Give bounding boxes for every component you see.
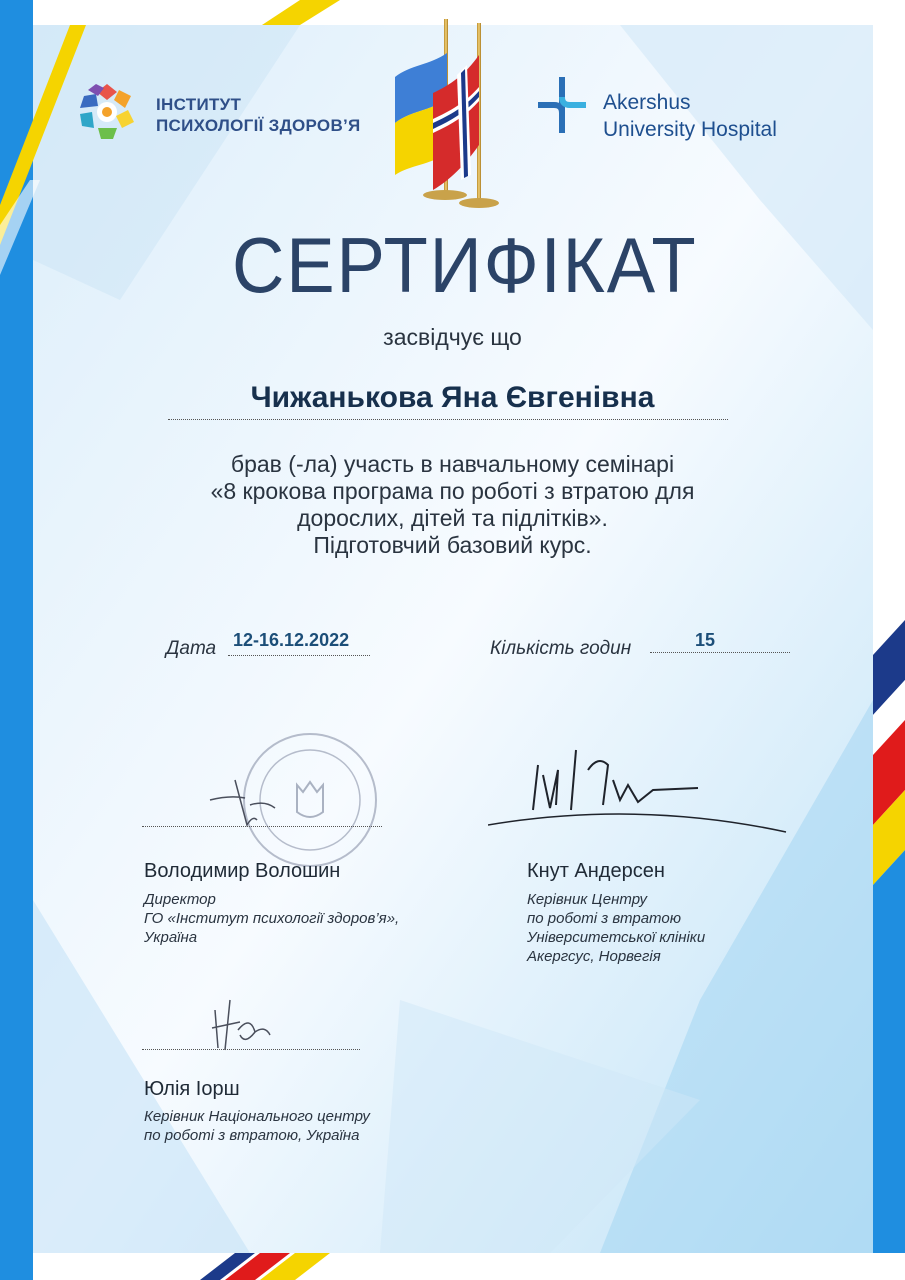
- date-label: Дата: [166, 638, 217, 659]
- role-line: по роботі з втратою, Україна: [144, 1127, 360, 1144]
- hours-underline: [650, 652, 790, 653]
- course-description: [60, 451, 845, 559]
- role-line: Директор: [144, 891, 216, 908]
- signature-andersen: [488, 740, 788, 835]
- flags-illustration: [385, 15, 505, 210]
- description-line: «8 крокова програма по роботі з втратою для: [210, 478, 695, 504]
- signatory-role: [144, 890, 399, 947]
- description-line: брав (-ла) участь в навчальному семінарі: [230, 451, 675, 477]
- signature-line-voloshyn: [142, 826, 382, 827]
- signatory-name: Володимир Волошин: [144, 860, 341, 882]
- trident-icon: [297, 782, 323, 817]
- role-line: ГО «Інститут психології здоров’я»,: [144, 910, 400, 927]
- ahus-logo-icon: [536, 75, 588, 137]
- institute-flower-logo-icon: [76, 82, 138, 140]
- date-underline: [228, 655, 370, 656]
- hospital-name-line2: University Hospital: [603, 118, 777, 141]
- role-line: по роботі з втратою: [527, 910, 681, 927]
- hours-value: 15: [695, 630, 716, 650]
- signatory-role: [144, 1107, 370, 1145]
- institute-name-line2: ПСИХОЛОГІЇ ЗДОРОВ’Я: [156, 116, 361, 135]
- signatory-role: [527, 890, 705, 966]
- hospital-name-line1: Akershus: [603, 91, 691, 114]
- signature-voloshyn: [205, 770, 285, 830]
- norway-flag-icon: [433, 23, 481, 203]
- certificate-title: СЕРТИФІКАТ: [232, 221, 698, 309]
- certificate-subtitle: засвідчує що: [383, 324, 522, 350]
- description-line: Підготовчий базовий курс.: [313, 532, 592, 558]
- institute-name-line1: ІНСТИТУТ: [156, 95, 242, 114]
- recipient-underline: [168, 419, 728, 420]
- description-line: дорослих, дітей та підлітків».: [297, 505, 608, 531]
- role-line: Керівник Національного центру: [144, 1108, 370, 1125]
- role-line: Університетської клініки: [527, 929, 706, 946]
- hours-label: Кількість годин: [490, 638, 632, 659]
- signatory-name: Юлія Іорш: [144, 1078, 240, 1100]
- role-line: Акергсус, Норвегія: [527, 948, 661, 965]
- signatory-name: Кнут Андерсен: [527, 860, 665, 882]
- recipient-name: Чижанькова Яна Євгенівна: [250, 381, 655, 414]
- signature-iorsh: [200, 990, 280, 1055]
- role-line: Україна: [144, 929, 198, 946]
- date-value: 12-16.12.2022: [233, 630, 350, 650]
- signature-line-iorsh: [142, 1049, 360, 1050]
- role-line: Керівник Центру: [527, 891, 648, 908]
